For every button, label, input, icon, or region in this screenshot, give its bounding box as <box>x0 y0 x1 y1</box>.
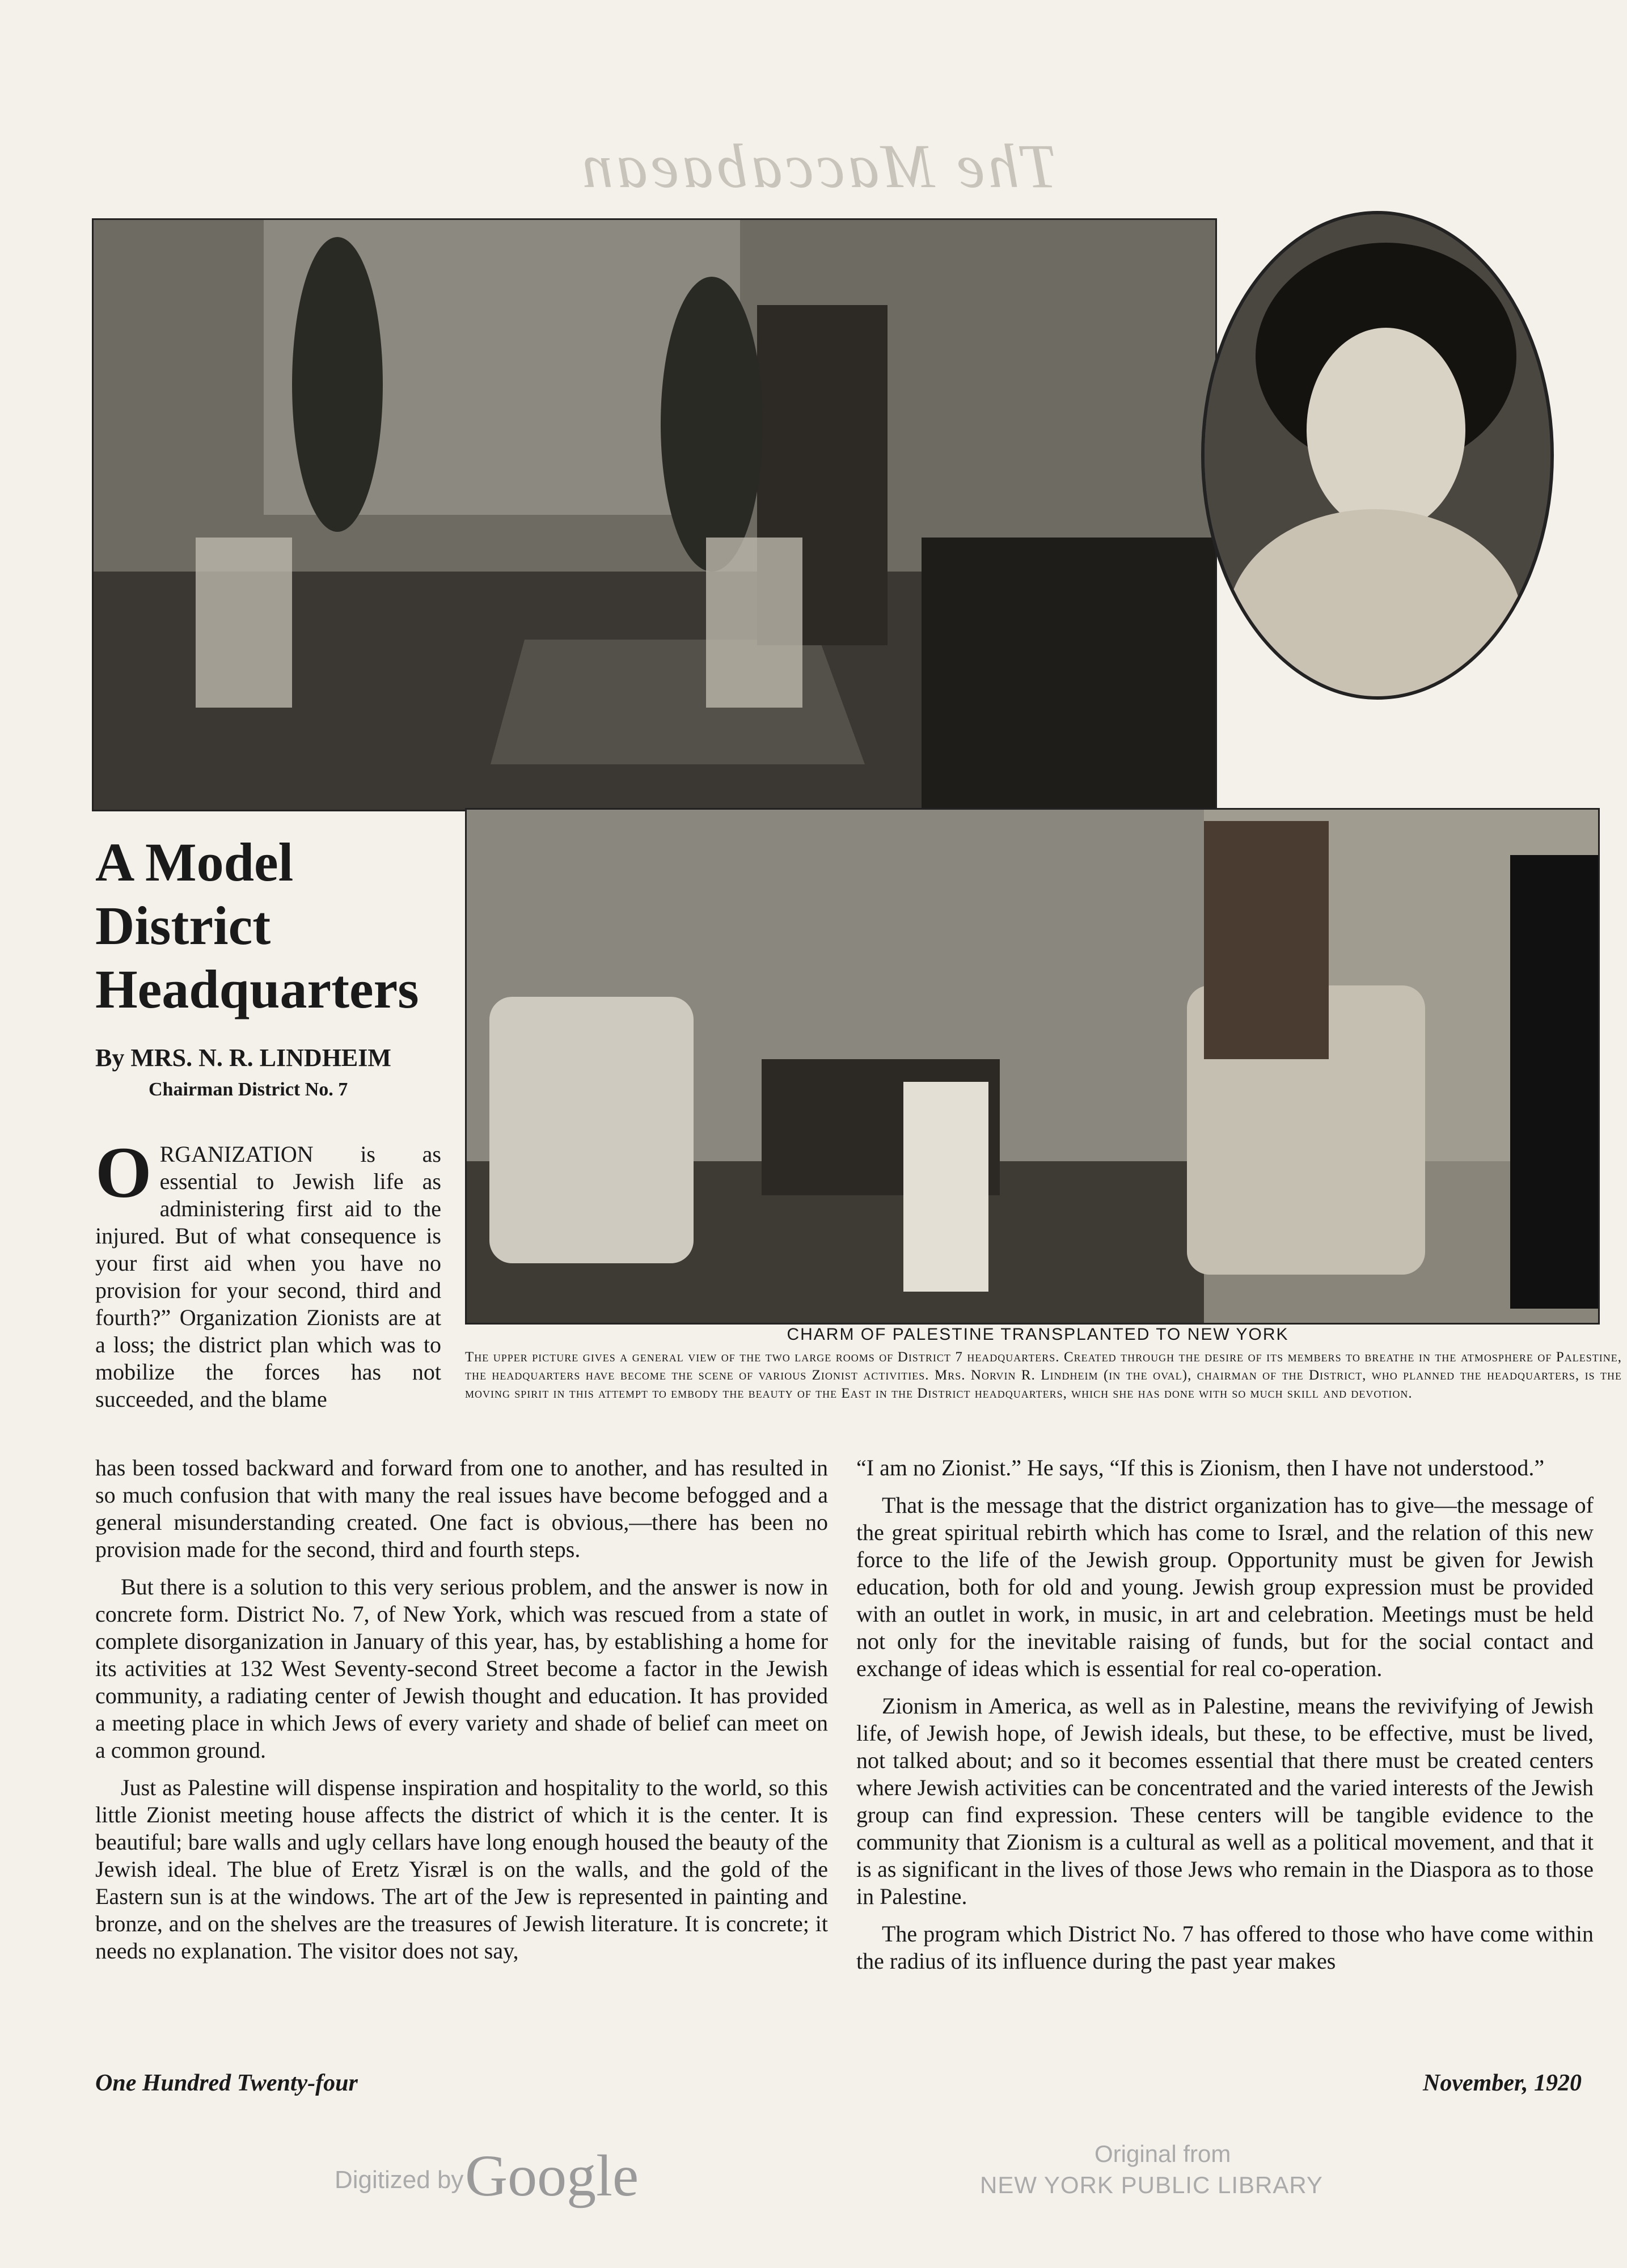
right-column-paragraph-3: Zionism in America, as well as in Palestine, means the revivifying of Jewish life, of Jewish hope, of Jewish ideals, but these, to be effective, must be lived, not talked about; and so it becomes essential that there must be created centers where Jewish activities can be concentrated and the varied interests of the Jewish group can find expression. These centers will be tangible evidence to the community that Zionism is a cultural as well as a political movement, and that it is as significant in the lives of those Jews who remain in the Diaspora as to those in Palestine. <box>856 1693 1594 1909</box>
lead-paragraph-text: RGANIZATION is as essential to Jewish life as administering first aid to the injured. But of what consequence is your first aid when you have no provision for your second, third and fourth?” Organization Zionists are at a loss; the district plan which was to mobilize the forces has not succeeded, and the blame <box>95 1141 441 1412</box>
drop-cap: O <box>95 1132 152 1213</box>
original-from-label: Original from <box>1094 2140 1231 2167</box>
google-logo-text: Google <box>465 2143 639 2208</box>
lead-paragraph <box>95 1132 441 1413</box>
right-column-paragraph-2: That is the message that the district organization has to give—the message of the great spiritual rebirth which has come to Isræl, and the relation of this new force to the life of the Jewish group. Opportunity must be given for Jewish education, both for old and young. Jewish group expression must be provided with an outlet in work, in music, in art and celebration. Meetings must be held not only for the inevitable raising of funds, but for the social contact and exchange of ideas which is essential for real co-operation. <box>856 1492 1594 1681</box>
article-byline-subtitle: Chairman District No. 7 <box>149 1079 348 1100</box>
article-byline: By MRS. N. R. LINDHEIM <box>95 1044 391 1072</box>
library-label: NEW YORK PUBLIC LIBRARY <box>980 2172 1323 2198</box>
lower-room-illustration <box>467 810 1598 1323</box>
issue-date-footer: November, 1920 <box>1423 2070 1582 2096</box>
left-column-paragraph-1: has been tossed backward and forward from one to another, and has resulted in so much confusion that with many the real issues have become befogged and a general misunderstanding created. One fact is obvious,—there has been no provision made for the second, third and fourth steps. <box>95 1455 828 1562</box>
portrait-oval-photo <box>1201 211 1554 700</box>
left-column-paragraph-2: But there is a solution to this very serious problem, and the answer is now in concrete form. District No. 7, of New York, which was rescued from a state of complete disorganization in January of this year, has, by establishing a home for its activities at 132 West Seventy-second Street become a factor in the Jewish community, a radiating center of Jewish thought and education. It has provided a meeting place in which Jews of every variety and shade of belief can meet on a common ground. <box>95 1574 828 1763</box>
upper-room-illustration <box>94 220 1215 810</box>
left-column-paragraph-3: Just as Palestine will dispense inspiration and hospitality to the world, so this little Zionist meeting house affects the district of which it is the center. It is beautiful; bare walls and ugly cellars have long enough housed the beauty of the Jewish ideal. The blue of Eretz Yisræl is on the walls, and the gold of the Eastern sun is at the windows. The art of the Jew is represented in painting and bronze, and on the shelves are the treasures of Jewish literature. It is concrete; it needs no explanation. The visitor does not say, <box>95 1775 828 1964</box>
article-title: A Model District Headquarters <box>95 832 419 1019</box>
right-column <box>856 1454 1594 1985</box>
portrait-illustration <box>1205 214 1550 696</box>
lower-room-photo <box>465 808 1600 1325</box>
page-number-footer: One Hundred Twenty-four <box>95 2070 358 2096</box>
right-column-paragraph-1: “I am no Zionist.” He says, “If this is Zionism, then I have not understood.” <box>856 1455 1545 1480</box>
right-column-paragraph-4: The program which District No. 7 has offered to those who have come within the radius of its influence during the past year makes <box>856 1921 1594 1974</box>
caption-title: CHARM OF PALESTINE TRANSPLANTED TO NEW YORK <box>787 1325 1289 1344</box>
left-column <box>95 1454 828 1975</box>
caption-text: The upper picture gives a general view of the two large rooms of District 7 headquarters. Created through the desire of its members to breathe in the atmosphere of Palestine, the headquarters have become the scene of various Zionist activities. Mrs. Norvin R. Lindheim (in the oval), chairman of the District, who planned the headquarters, is the moving spirit in this attempt to embody the beauty of the East in the District headquarters, which she has done with so much skill and devotion. <box>465 1349 1622 1401</box>
masthead-bleedthrough: The Maccabaean <box>578 132 1058 201</box>
upper-room-photo <box>92 218 1217 811</box>
digitized-by-label: Digitized by <box>335 2166 464 2194</box>
